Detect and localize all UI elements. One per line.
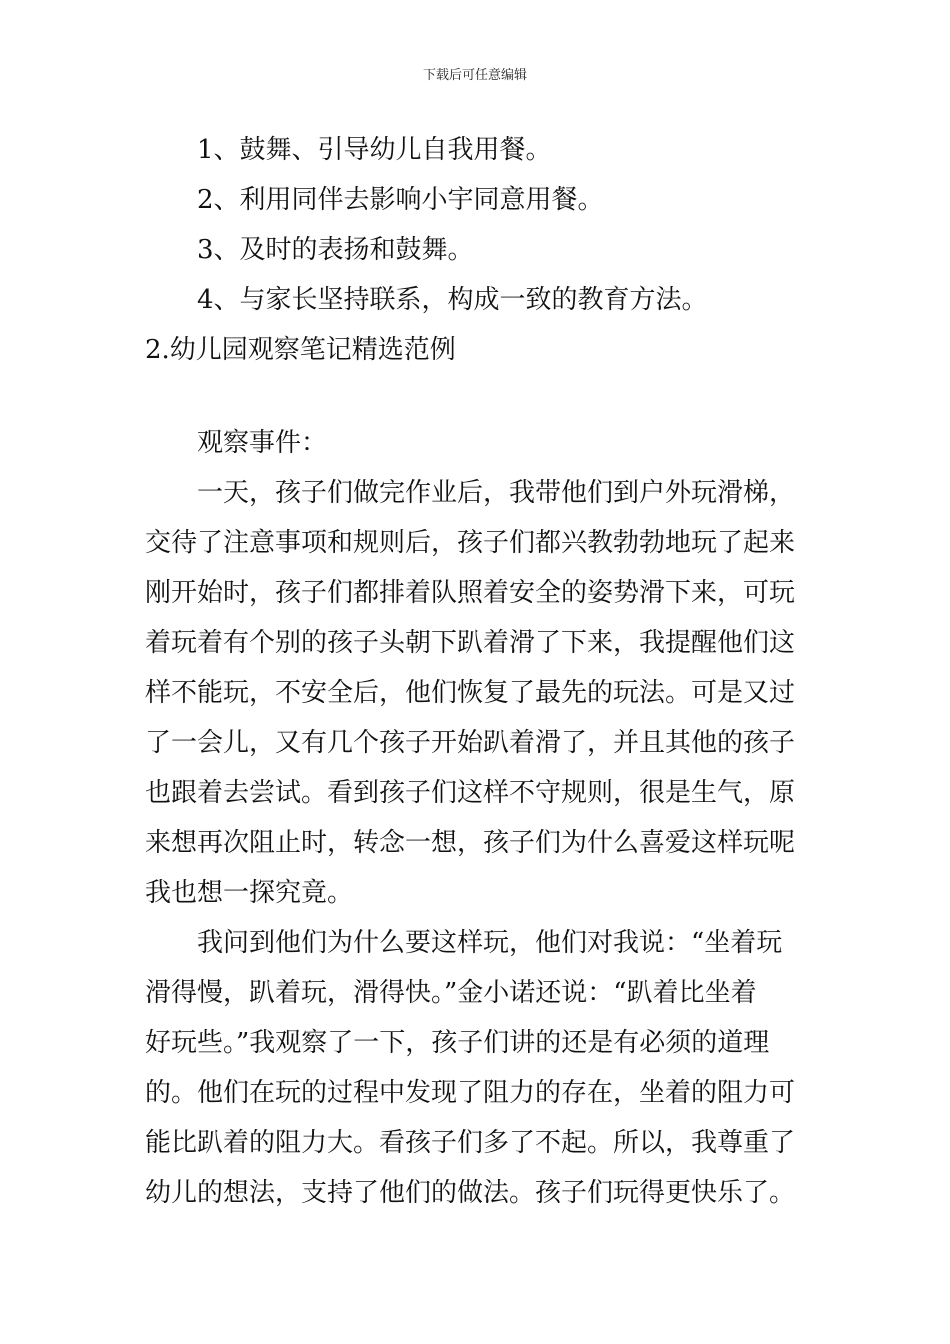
paragraph-line: 幼儿的想法，支持了他们的做法。孩子们玩得更快乐了。 — [145, 1178, 796, 1208]
list-item: 3、及时的表扬和鼓舞。 — [197, 235, 474, 265]
paragraph-line: 了一会儿，又有几个孩子开始趴着滑了，并且其他的孩子 — [145, 728, 796, 758]
paragraph-line: 来想再次阻止时，转念一想，孩子们为什么喜爱这样玩呢 — [145, 828, 796, 858]
paragraph-line: 样不能玩，不安全后，他们恢复了最先的玩法。可是又过 — [145, 678, 796, 708]
list-item: 4、与家长坚持联系，构成一致的教育方法。 — [197, 285, 708, 315]
paragraph-line: 我也想一探究竟。 — [145, 878, 354, 908]
paragraph-line: 着玩着有个别的孩子头朝下趴着滑了下来，我提醒他们这 — [145, 628, 796, 658]
paragraph-line: 好玩些。”我观察了一下，孩子们讲的还是有必须的道理 — [145, 1028, 770, 1058]
list-item: 2、利用同伴去影响小宇同意用餐。 — [197, 185, 604, 215]
paragraph-line: 我问到他们为什么要这样玩，他们对我说：“坐着玩 — [197, 928, 783, 958]
paragraph-line: 交待了注意事项和规则后，孩子们都兴教勃勃地玩了起来 — [145, 528, 796, 558]
spacer — [145, 375, 815, 418]
page-header-note: 下载后可任意编辑 — [422, 68, 527, 83]
list-item: 1、鼓舞、引导幼儿自我用餐。 — [197, 135, 552, 165]
section-title: 2.幼儿园观察笔记精选范例 — [145, 335, 456, 365]
subheading: 观察事件： — [197, 428, 328, 458]
paragraph-line: 刚开始时，孩子们都排着队照着安全的姿势滑下来，可玩 — [145, 578, 796, 608]
paragraph-line: 的。他们在玩的过程中发现了阻力的存在，坐着的阻力可 — [145, 1078, 796, 1108]
document-body — [145, 125, 815, 1218]
paragraph-line: 一天，孩子们做完作业后，我带他们到户外玩滑梯， — [197, 478, 796, 508]
paragraph-line: 能比趴着的阻力大。看孩子们多了不起。所以，我尊重了 — [145, 1128, 796, 1158]
paragraph-line: 滑得慢，趴着玩，滑得快。”金小诺还说：“趴着比坐着 — [145, 978, 757, 1008]
paragraph-line: 也跟着去尝试。看到孩子们这样不守规则，很是生气，原 — [145, 778, 796, 808]
